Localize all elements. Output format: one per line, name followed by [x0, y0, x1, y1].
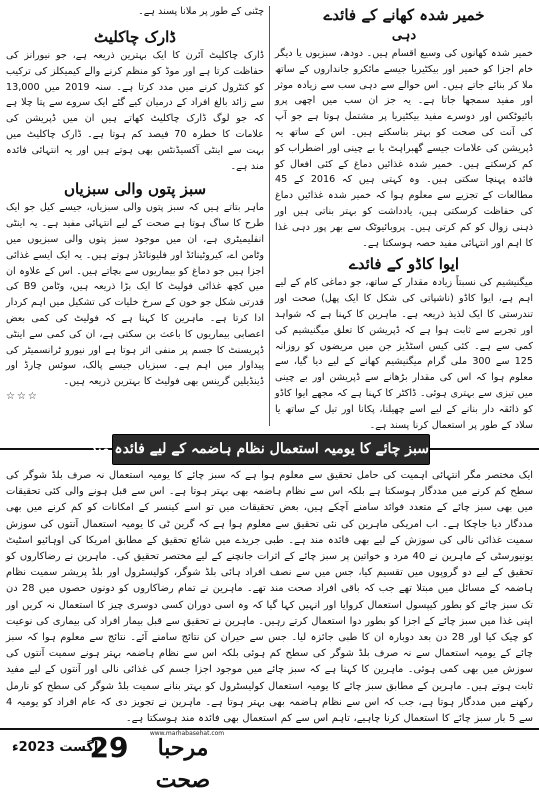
green-tea-paragraph: ایک مختصر مگر انتہائی اہمیت کی حامل تحقیق سے معلوم ہوا ہے کہ سبز چائے کا یومیہ استعمال نہ صرف بلڈ شوگر کی سطح کم کرنے میں مددگار ہوسکتا ہے بلکہ اس سے نظام ہاضمہ بھی بہتر ہوتا ہے۔ اس سے قبل ہونے والی کئی تحقیقات میں بھی سبز چائے کے متعدد فوائد سامنے آچکے ہیں، بعض تحقیقات میں تو اسے کینسر کے امکانات کو کم کرنے میں بھی مددگار دیا جاچکا ہے۔ اب امریکی ماہرین کی نئی تحقیق سے معلوم ہوا ہے کہ گرین ٹی کا یومیہ استعمال آنتوں کی سوزش سمیت غذائی نالی کی سوزش کے لیے بھی فائدہ مند ہے۔ طبی جریدے میں شائع تحقیق کے مطابق امریکا کی اوہائیو اسٹیٹ یونیورسٹی کے ماہرین نے 40 مرد و خواتین پر سبز چائے کے اثرات جانچنے کے لیے مختصر تحقیق کی۔ ماہرین نے رضاکاروں کو تحقیق کے لیے دو گروپوں میں تقسیم کیا، جس میں سے نصف افراد ہائی بلڈ شوگر، کولیسٹرول اور بلڈ پریشر سمیت نظام ہاضمہ کے مسائل میں مبتلا تھے جب کہ باقی افراد صحت مند تھے۔ ماہرین نے تمام رضاکاروں کو دونوں حصوں میں 28 دن تک سبز چائے کو بطور کیپسول استعمال کروایا اور انہیں کہا گیا کہ وہ اسی دوران کسی دوسری چیز کا استعمال نہ کریں اور اپنی غذا میں سبز چائے کے اجزا کو بطور دوا استعمال کرتے رہیں۔ ماہرین نے تحقیق سے قبل بیمار افراد کی بیماری کی نوعیت کو چیک کیا اور 28 دن بعد دوبارہ ان کا طبی جائزہ لیا۔ جس سے حیران کن نتائج سامنے آئے۔ نتائج سے معلوم ہوا کہ سبز چائے کے یومیہ استعمال سے نہ صرف بلڈ شوگر کی سطح کم ہوئی بلکہ اس سے نظام ہاضمہ بہتر ہونے سمیت آنتوں کی سوزش میں بھی کمی ہوئی۔ ماہرین کا کہنا ہے کہ سبز چائے میں موجود اجزا جسم کی غذائی نالی اور آنتوں کے لیے مفید ثابت ہوتے ہیں۔ ماہرین کے مطابق سبز چائے کا یومیہ استعمال کولیسٹرول کو بہتر بنانے سمیت بلڈ شوگر کی سطح کو نارمل رکھنے میں مددگار ہوتا ہے، جب کہ اس سے نظام ہاضمہ بھی بہتر ہوتا ہے۔ ماہرین نے تجویز دی کہ عام افراد کو یومیہ 4 سے 5 بار سبز چائے کا استعمال کرنا چاہیے، تاہم اس سے کم استعمال بھی فائدہ مند ہوسکتا ہے۔: [6, 470, 534, 725]
column-divider: [269, 6, 270, 426]
continued-line: چٹنی کے طور پر ملانا پسند ہے۔: [138, 6, 264, 17]
page-footer: [0, 728, 539, 793]
avocado-heading: ایوا کاڈو کے فائدے: [348, 255, 460, 274]
page-number: 29: [89, 731, 129, 764]
article-banner: [0, 434, 539, 464]
green-tea-headline: سبز چائے کا یومیہ استعمال نظام ہاضمہ کے لیے فائدہ مند: [112, 434, 430, 465]
end-stars: ☆☆☆: [6, 390, 39, 402]
green-tea-article: [6, 468, 533, 726]
yogurt-subheading: دہی: [391, 28, 417, 43]
fermented-foods-heading: خمیر شدہ کھانے کے فائدے: [323, 6, 485, 24]
left-column: [6, 4, 264, 430]
dark-chocolate-heading: ڈارک چاکلیٹ: [94, 28, 176, 46]
dark-chocolate-paragraph: ڈارک چاکلیٹ آئرن کا ایک بہترین ذریعہ ہے، جو نیورانز کی حفاظت کرتا ہے اور موڈ کو منظم کرنے والے کیمیکلز کی ترکیب کو کنٹرول کرنے میں مدد کرتا ہے۔ سنہ 2019 میں 13,000 سے زائد بالغ افراد کے درمیان کیے گئے ایک سروے سے پتا چلا ہے کہ جو لوگ ڈارک چاکلیٹ کھاتے ہیں ان میں ڈپریشن کی علامات کا خطرہ 70 فیصد کم ہوتا ہے۔ ڈارک چاکلیٹ میں بہت سے اینٹی آکسیڈنٹس بھی ہوتے ہیں اور یہ انتہائی فائدہ مند ہے۔: [6, 50, 265, 172]
magazine-logo: مرحبا صحت: [155, 735, 211, 793]
leafy-greens-paragraph: ماہر بتاتے ہیں کہ سبز پتوں والی سبزیاں، جیسے کیل جو ایک طرح کا ساگ ہوتا ہے صحت کے لیے انتہائی مفید ہے۔ یہ اینٹی انفلیمیٹری ہے، ان میں موجود سبز پتوں والی سبزیوں میں وٹامن اے، کیروٹینائڈ اور فلیونائڈز ہوتے ہیں۔ یہ ایک ایسے غذائی اجزا ہیں جو دماغ کو بیماریوں سے بچاتے ہیں۔ اس کے علاوہ ان میں کچھ غذائی فولیٹ کا ایک بڑا ذریعہ ہیں، وٹامن B9 کی قدرتی شکل جو خون کے سرخ خلیات کی تشکیل میں اہم کردار ادا کرتا ہے۔ ماہرین کا کہنا ہے کہ فولیٹ کی کمی بعض اعصابی بیماریوں کا باعث بن سکتی ہے، ان کی کمی سے اینٹی ڈپریسنٹ کا جسم پر منفی اثر ہوتا ہے اور نیورو ٹرانسمیٹر کی پیداوار میں اہم ہے۔ سبزیاں جیسے پالک، سوئس چارڈ اور ڈینڈیلین گرینس بھی فولیٹ کا بہترین ذریعہ ہیں۔: [6, 202, 264, 388]
website-url: www.marhabasehat.com: [149, 730, 225, 737]
right-column: [275, 4, 533, 430]
issue-date: اگست 2023ء: [12, 740, 99, 755]
avocado-paragraph: میگنیشیم کی نسبتاً زیادہ مقدار کے ساتھ، جو دماغی کام کے لیے اہم ہے، ایوا کاڈو (ناشپاتی کی شکل کا ایک پھل) صحت اور تندرستی کا ایک لذیذ ذریعہ ہے۔ ماہرین کا کہنا ہے کہ شواہد اور تجربے سے ثابت ہوا ہے کہ ڈپریشن کا تعلق میگنیشیم کی کمی سے ہے۔ کئی کیس اسٹڈیز جن میں مریضوں کو روزانہ 125 سے 300 ملی گرام میگنیشیم کھانے کے لیے دیا گیا، سے معلوم ہوا کہ اس کی مقدار بڑھانے سے ڈپریشن اور بے چینی میں تیزی سے بہتری ہوئی۔ ڈاکٹر کا کہنا ہے کہ مجھے ایوا کاڈو کو ذائقہ دار بنانے کے لیے اسے چھیلنا، پکانا اور تیل کے ساتھ یا سلاد کے طور پر استعمال کرنا پسند ہے۔: [275, 277, 533, 431]
yogurt-paragraph: خمیر شدہ کھانوں کی وسیع اقسام ہیں۔ دودھ، سبزیوں یا دیگر خام اجزا کو خمیر اور بیکٹیریا جیسے مائکرو جانداروں کے ساتھ ملا کر بنائے جاتے ہیں۔ اس حوالے سے دہی سب سے زیادہ موثر اور مفید سمجھا جاتا ہے۔ یہ جز ان سب میں اچھی پرو بائیوٹکس اور دوسرے مفید بیکٹیریا پر مشتمل ہوتا ہے جو آپ کی آنت کی صحت کو بہتر بناسکتے ہیں۔ اس کے ساتھ یہ ڈپریشن کی علامات جیسے گھبراہٹ یا بے چینی اور اضطراب کو کم کرسکتے ہیں۔ خمیر شدہ غذائیں دماغ کے کئی افعال کو فائدہ پہنچا سکتی ہیں۔ وہ کہتی ہیں کہ 2016 کے 45 مطالعات کے تجزیے سے معلوم ہوا کہ خمیر شدہ غذائیں دماغ کی حفاظت کرسکتی ہیں، یادداشت کو بہتر بناتی ہیں اور ذہنی زوال کو کم کرتی ہیں۔ پروبائیوٹک سے بھر پور دہی غذا کا اہم اور انتہائی مفید حصہ ہوسکتا ہے۔: [275, 48, 533, 249]
leafy-greens-heading: سبز پتوں والی سبزیاں: [63, 180, 207, 199]
